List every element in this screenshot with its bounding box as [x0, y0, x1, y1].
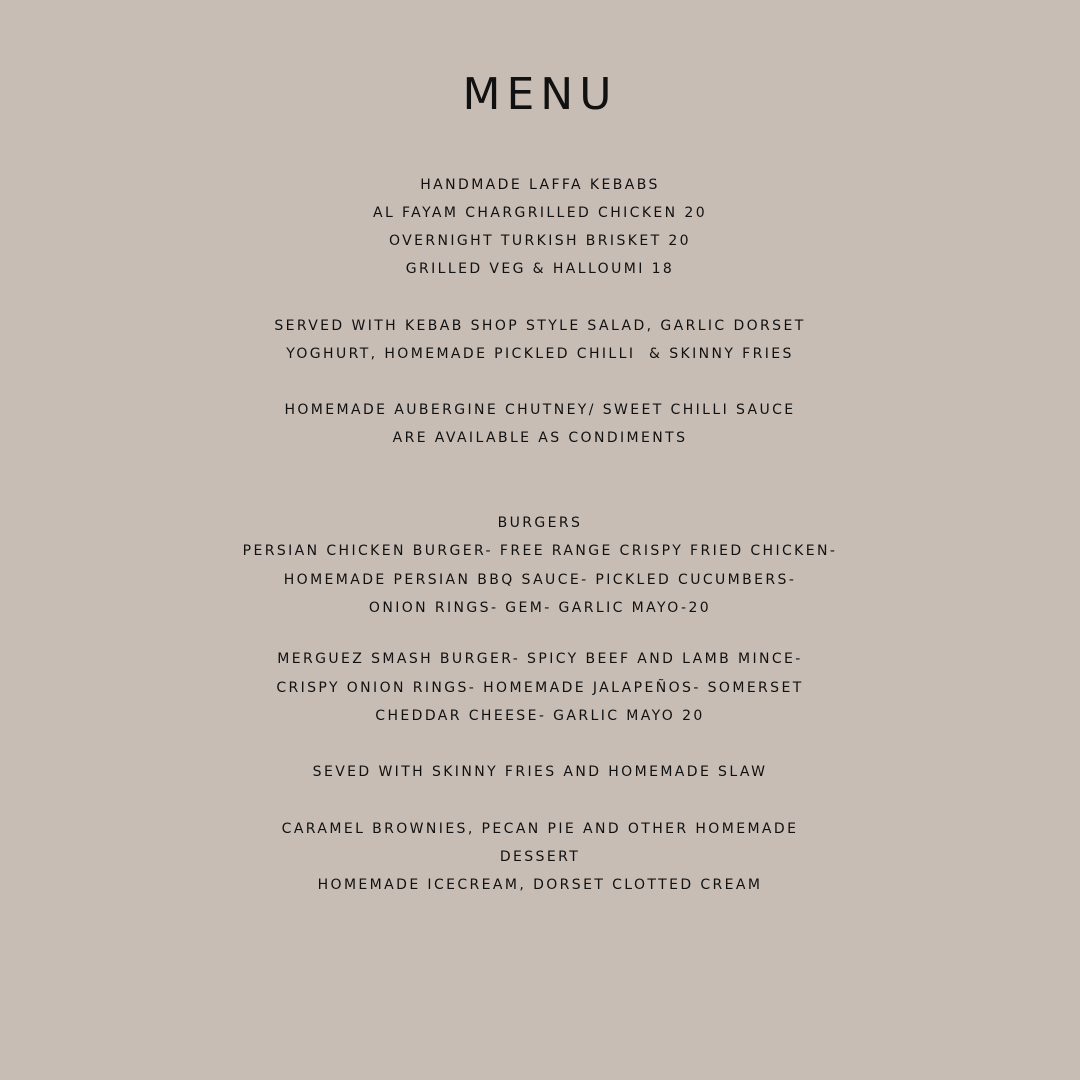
dessert-line-3: HOMEMADE ICECREAM, DORSET CLOTTED CREAM: [317, 877, 763, 893]
persian-burger-line-2: HOMEMADE PERSIAN BBQ SAUCE- PICKLED CUCUMBERS-: [283, 572, 797, 588]
persian-burger-line-1: PERSIAN CHICKEN BURGER- FREE RANGE CRISPY FRIED CHICKEN-: [242, 543, 838, 559]
burger-served-with: SEVED WITH SKINNY FRIES AND HOMEMADE SLAW: [312, 764, 768, 780]
kebab-condiments-line-1: HOMEMADE AUBERGINE CHUTNEY/ SWEET CHILLI SAUCE: [284, 402, 796, 418]
persian-burger-line-3: ONION RINGS- GEM- GARLIC MAYO-20: [368, 600, 712, 616]
merguez-burger-line-3: CHEDDAR CHEESE- GARLIC MAYO 20: [375, 708, 705, 724]
merguez-burger-line-2: CRISPY ONION RINGS- HOMEMADE JALAPEÑOS- SOMERSET: [276, 680, 804, 696]
kebab-item-brisket: OVERNIGHT TURKISH BRISKET 20: [389, 233, 691, 249]
kebab-served-with-line-2: YOGHURT, HOMEMADE PICKLED CHILLI & SKINNY FRIES: [286, 346, 794, 362]
dessert-line-2: DESSERT: [499, 849, 581, 865]
kebab-heading: HANDMADE LAFFA KEBABS: [420, 177, 660, 193]
menu-title: MENU: [462, 69, 618, 120]
burger-heading: BURGERS: [497, 515, 583, 531]
kebab-item-halloumi: GRILLED VEG & HALLOUMI 18: [405, 261, 675, 277]
kebab-condiments-line-2: ARE AVAILABLE AS CONDIMENTS: [392, 430, 688, 446]
kebab-served-with-line-1: SERVED WITH KEBAB SHOP STYLE SALAD, GARLIC DORSET: [274, 318, 806, 334]
dessert-line-1: CARAMEL BROWNIES, PECAN PIE AND OTHER HOMEMADE: [281, 821, 799, 837]
kebab-item-chicken: AL FAYAM CHARGRILLED CHICKEN 20: [372, 205, 707, 221]
merguez-burger-line-1: MERGUEZ SMASH BURGER- SPICY BEEF AND LAMB MINCE-: [277, 651, 803, 667]
